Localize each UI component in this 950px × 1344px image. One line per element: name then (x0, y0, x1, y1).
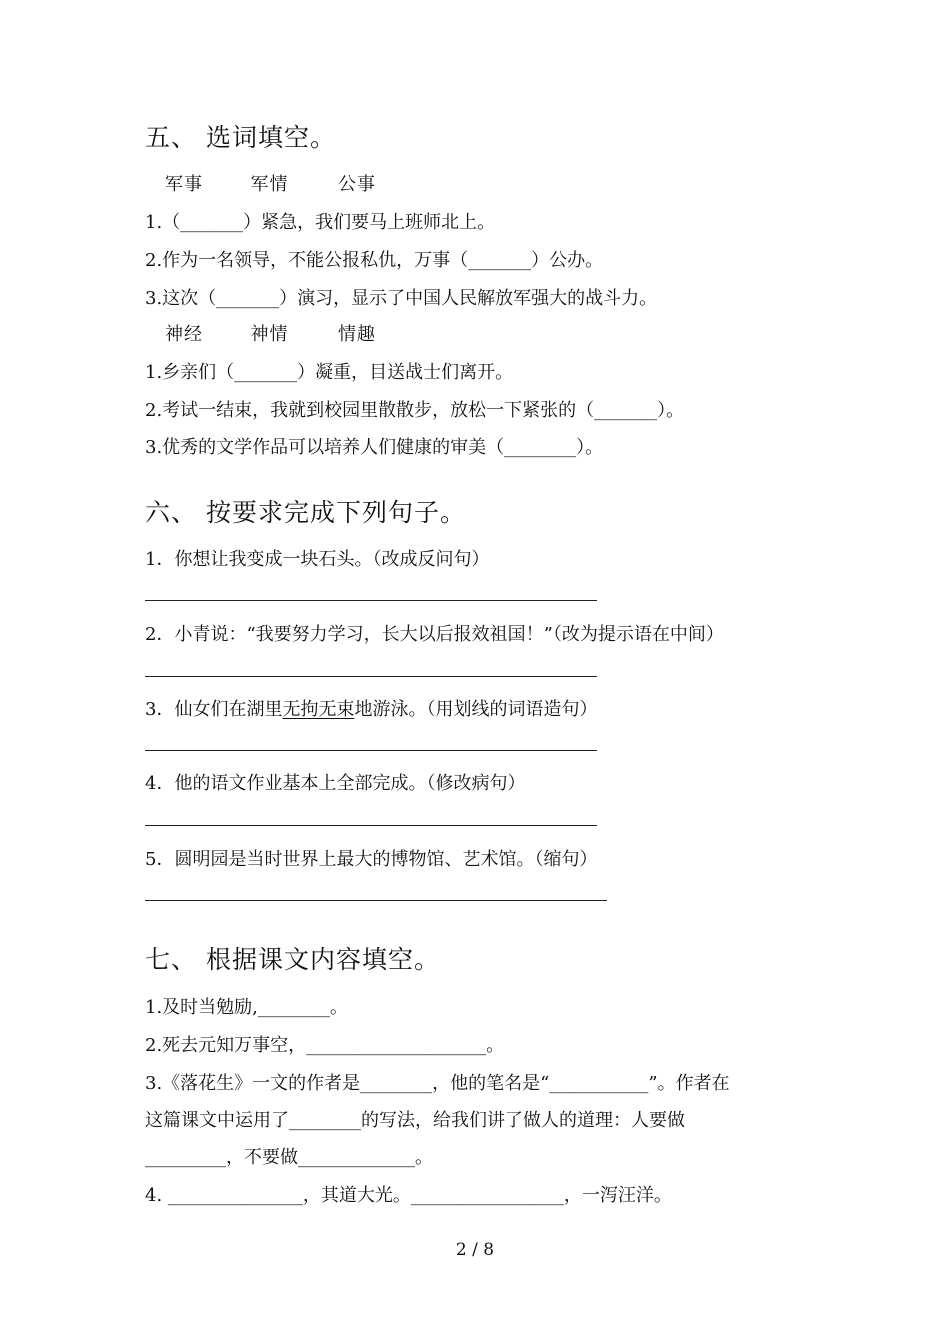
question-4: 4．他的语文作业基本上全部完成。（修改病句） (145, 773, 526, 794)
word-bank-word: 军事 (165, 174, 203, 195)
question-3-instruction: 地游泳。（用划线的词语造句） (354, 699, 598, 720)
answer-line (145, 600, 597, 601)
recitation-line: 4. _______________，其道大光。_________________，一泻汪洋。 (145, 1185, 672, 1206)
fill-item: 1.（_______）紧急，我们要马上班师北上。 (145, 212, 496, 233)
fill-item: 2.考试一结束，我就到校园里散散步，放松一下紧张的（_______）。 (145, 400, 685, 421)
question-2: 2．小青说：“我要努力学习，长大以后报效祖国！”（改为提示语在中间） (145, 624, 724, 645)
section-7-heading: 七、 根据课文内容填空。 (145, 945, 440, 974)
fill-item: 3.这次（_______）演习，显示了中国人民解放军强大的战斗力。 (145, 288, 658, 309)
question-1: 1．你想让我变成一块石头。（改成反问句） (145, 549, 490, 570)
word-bank-2 (165, 320, 376, 346)
answer-line (145, 750, 597, 751)
fill-item: 2.作为一名领导，不能公报私仇，万事（_______）公办。 (145, 250, 604, 271)
underlined-phrase: 无拘无束 (282, 699, 355, 720)
question-3 (145, 695, 597, 721)
question-3-text: 3．仙女们在湖里 (145, 699, 283, 720)
word-bank-word: 神经 (165, 324, 203, 345)
recitation-line: 这篇课文中运用了________的写法，给我们讲了做人的道理：人要做 (145, 1110, 685, 1131)
fill-item: 3.优秀的文学作品可以培养人们健康的审美（________）。 (145, 437, 604, 458)
section-6-heading: 六、 按要求完成下列句子。 (145, 498, 466, 527)
recitation-line: 2.死去元知万事空，____________________。 (145, 1035, 505, 1056)
word-bank-word: 情趣 (337, 324, 376, 345)
word-bank-word: 军情 (250, 174, 289, 195)
word-bank-word: 公事 (337, 174, 376, 195)
answer-line (145, 825, 597, 826)
word-bank-word: 神情 (250, 324, 289, 345)
question-5: 5．圆明园是当时世界上最大的博物馆、艺术馆。（缩句） (145, 849, 598, 870)
recitation-line: 3.《落花生》一文的作者是________，他的笔名是“___________”。作者在 (145, 1073, 730, 1094)
recitation-line: 1.及时当勉励,________。 (145, 997, 348, 1018)
recitation-line: _________，不要做_____________。 (145, 1147, 433, 1168)
section-5-heading: 五、 选词填空。 (145, 123, 336, 152)
answer-line (145, 676, 597, 677)
page-number: 2 / 8 (455, 1240, 495, 1260)
answer-line (145, 900, 607, 901)
word-bank-1 (165, 170, 376, 196)
fill-item: 1.乡亲们（_______）凝重，目送战士们离开。 (145, 362, 514, 383)
